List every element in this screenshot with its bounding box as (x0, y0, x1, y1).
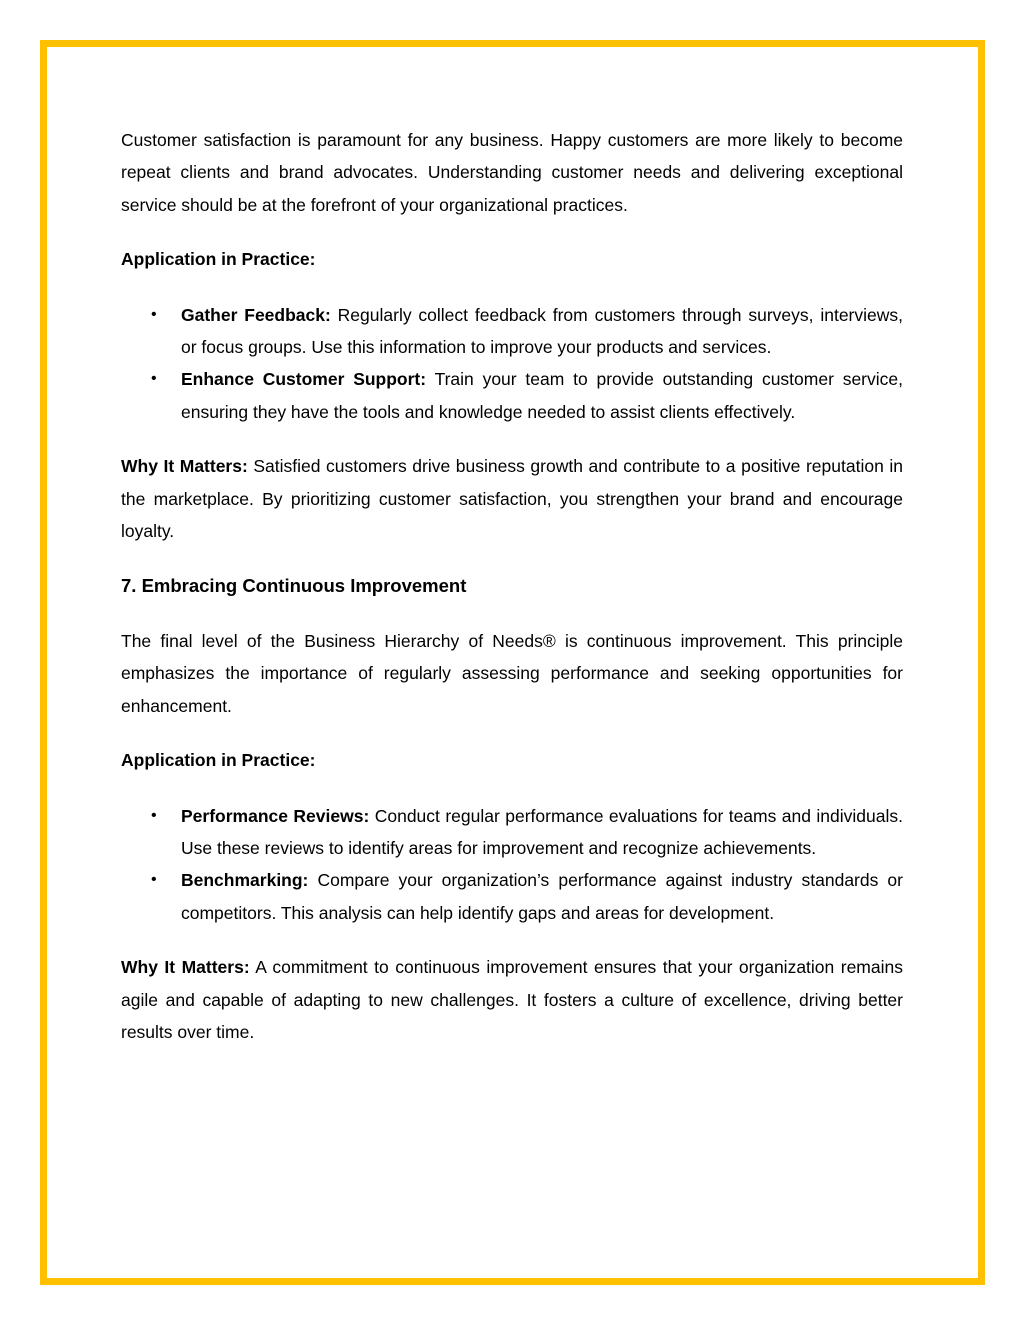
bullet-list (121, 299, 903, 428)
application-heading: Application in Practice: (121, 249, 316, 270)
list-item (121, 363, 903, 428)
bullet-term: Benchmarking: (181, 870, 309, 891)
why-text: A commitment to continuous improvement ensures that your organization remains agile and capable of adapting to new challenges. It fosters a culture of excellence, driving better results over time. (121, 957, 903, 1043)
bullet-text: Compare your organization’s performance against industry standards or competitors. This analysis can help identify gaps and areas for development. (181, 870, 903, 923)
bullet-term: Performance Reviews: (181, 805, 370, 826)
why-it-matters-paragraph (121, 951, 903, 1048)
bullet-icon: • (151, 806, 157, 824)
list-item (121, 800, 903, 865)
list-item (121, 864, 903, 929)
bullet-term: Enhance Customer Support: (181, 369, 427, 390)
why-label: Why It Matters: (121, 456, 248, 477)
list-item (121, 299, 903, 364)
document-body (121, 124, 903, 1071)
section-intro-paragraph: The final level of the Business Hierarchy of Needs® is continuous improvement. This principle emphasizes the importance of regularly assessing performance and seeking opportunities for enhancement. (121, 631, 903, 716)
intro-paragraph: Customer satisfaction is paramount for any business. Happy customers are more likely to become repeat clients and brand advocates. Understanding customer needs and delivering exceptional service should be at the forefront of your organizational practices. (121, 130, 903, 215)
bullet-text: Conduct regular performance evaluations for teams and individuals. Use these reviews to identify areas for improvement and recognize achievements. (181, 805, 903, 859)
bullet-term: Gather Feedback: (181, 304, 331, 325)
bullet-icon: • (151, 871, 157, 889)
section-title: 7. Embracing Continuous Improvement (121, 574, 467, 596)
bullet-icon: • (151, 305, 157, 323)
why-label: Why It Matters: (121, 957, 250, 978)
bullet-text: Train your team to provide outstanding customer service, ensuring they have the tools and knowledge needed to assist clients effectively. (181, 369, 903, 422)
bullet-icon: • (151, 370, 157, 388)
why-text: Satisfied customers drive business growth and contribute to a positive reputation in the marketplace. By prioritizing customer satisfaction, you strengthen your brand and encourage loyalty. (121, 456, 903, 541)
application-heading: Application in Practice: (121, 750, 316, 771)
bullet-list (121, 800, 903, 929)
why-it-matters-paragraph (121, 450, 903, 547)
bullet-text: Regularly collect feedback from customers through surveys, interviews, or focus groups. Use this information to improve your products and services. (181, 304, 903, 357)
